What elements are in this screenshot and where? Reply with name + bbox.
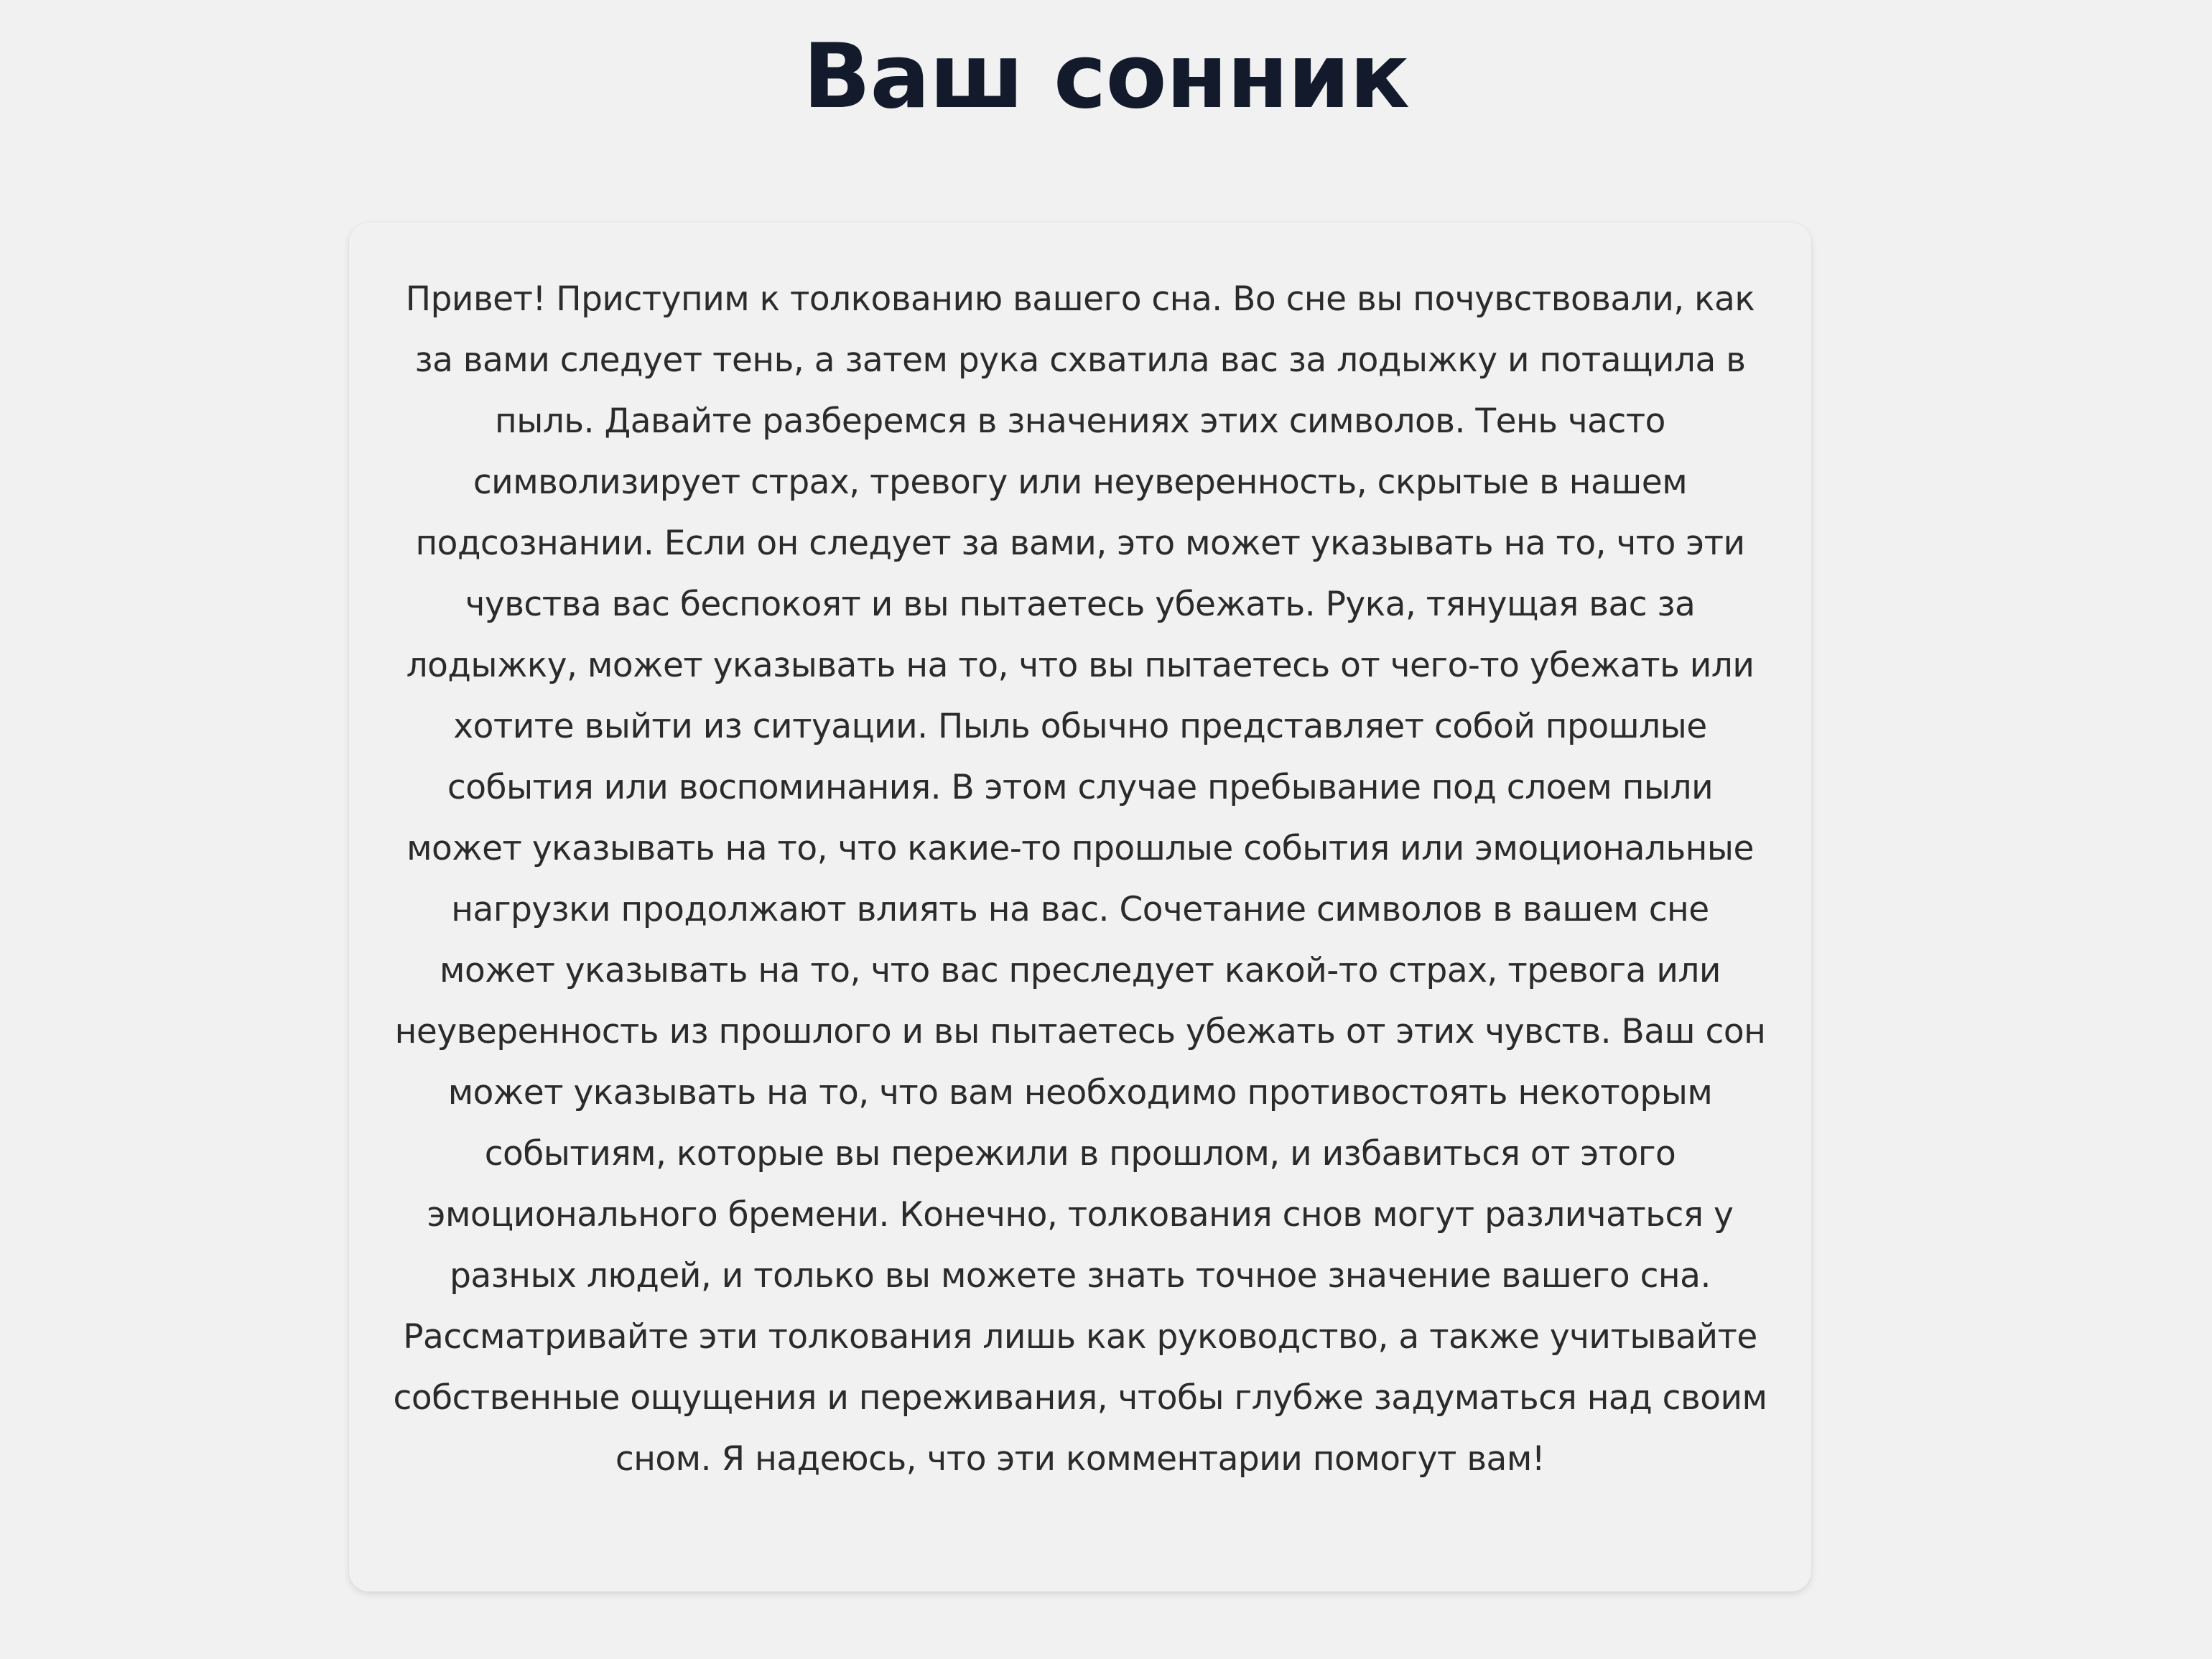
- page-title: Ваш сонник: [802, 25, 1410, 129]
- interpretation-card: [349, 223, 1811, 1591]
- interpretation-text: Привет! Приступим к толкованию вашего сна. Во сне вы почувствовали, как за вами следует тень, а затем рука схватила вас за лодыжку и потащила в пыль. Давайте разберемся в значениях этих символов. Тень часто символизирует страх, тревогу или неуверенность, скрытые в нашем подсознании. Если он следует за вами, это может указывать на то, что эти чувства вас беспокоят и вы пытаетесь убежать. Рука, тянущая вас за лодыжку, может указывать на то, что вы пытаетесь от чего-то убежать или хотите выйти из ситуации. Пыль обычно представляет собой прошлые события или воспоминания. В этом случае пребывание под слоем пыли может указывать на то, что какие-то прошлые события или эмоциональные нагрузки продолжают влиять на вас. Сочетание символов в вашем сне может указывать на то, что вас преследует какой-то страх, тревога или неуверенность из прошлого и вы пытаетесь убежать от этих чувств. Ваш сон может указывать на то, что вам необходимо противостоять некоторым событиям, которые вы пережили в прошлом, и избавиться от этого эмоционального бремени. Конечно, толкования снов могут различаться у разных людей, и только вы можете знать точное значение вашего сна. Рассматривайте эти толкования лишь как руководство, а также учитывайте собственные ощущения и переживания, чтобы глубже задуматься над своим сном. Я надеюсь, что эти комментарии помогут вам!: [393, 279, 1767, 1479]
